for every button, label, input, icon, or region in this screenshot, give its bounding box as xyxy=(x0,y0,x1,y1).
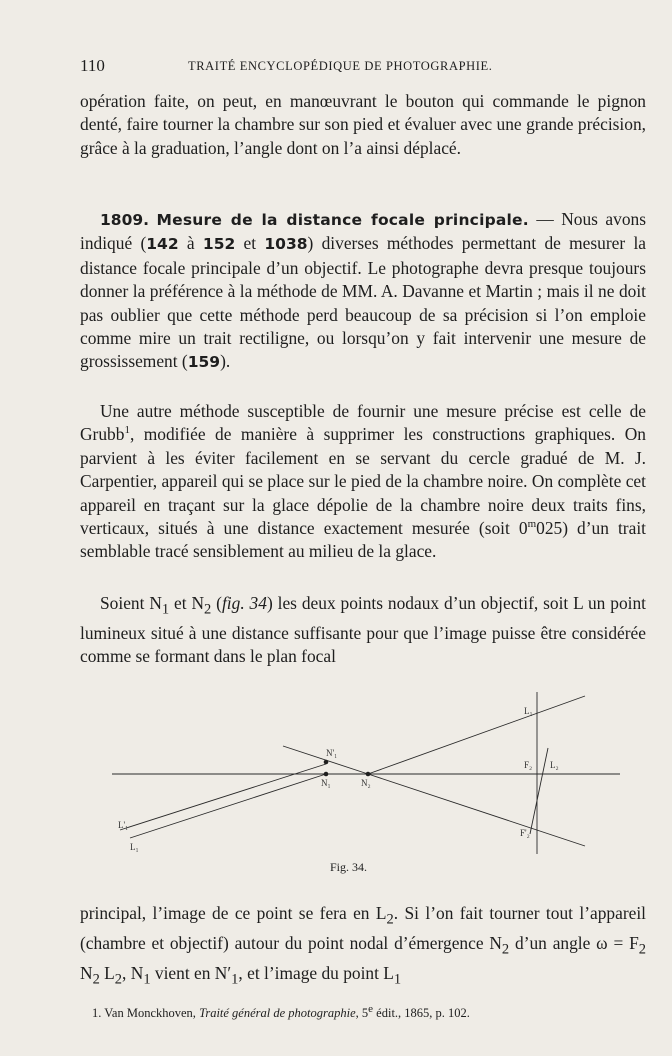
label-n2: N₂ xyxy=(361,778,371,788)
grubb-text-2: , modifiée de manière à supprimer les constructions graphiques. On parvient à les éviter facilement en se servant du cercle gradué de M. J. Carpentier, appareil qui se place sur le pied de la chambre noire. On complète cet appareil en traçant sur la glace dépolie de la chambre noire deux traits fins, verticaux, situés à une distance exactement mesurée (soit 0 xyxy=(80,424,646,539)
principal-text-8: , et l’image du point L xyxy=(238,962,394,983)
footnote-edition-sup: e xyxy=(368,1002,374,1015)
paragraph-soient-text xyxy=(80,592,646,669)
paragraph-intro xyxy=(80,90,646,160)
point-n2 xyxy=(366,772,371,777)
section-text-4: ) diverses méthodes permettant de mesurer la distance focale principale d’un objectif. Le photographe devra presque toujours donner la préférence à la méthode de MM. A. Davanne et Martin ; mais il ne doit pas oublier que cette méthode perd beaucoup de sa précision si l’on emploie comme mire un trait rectiligne, ou lorsqu’on y fait intervenir une mesure de grossissement ( xyxy=(80,233,646,372)
section-paragraph xyxy=(80,208,646,375)
section-number: 1809. xyxy=(100,211,150,229)
ray-n2-to-f2prime xyxy=(368,774,585,846)
page-header xyxy=(80,56,648,80)
principal-text-2: . Si l’on fait tourner tout l’appareil (chambre et objectif) autour du point nodal d’émergence N xyxy=(80,903,646,953)
section-text-3: et xyxy=(235,233,265,254)
soient-text-2: et N xyxy=(169,593,205,613)
point-n1prime xyxy=(324,760,329,765)
sub-l1: 1 xyxy=(393,971,402,988)
page-number: 110 xyxy=(80,56,105,75)
soient-text-4: ) les deux points nodaux d’un objectif, soit L un point lumineux situé à une distance suffisante pour que l’image puisse être considérée comme se formant dans le plan focal xyxy=(80,593,647,667)
label-n1-prime: N'₁ xyxy=(326,748,338,758)
paragraph-principal xyxy=(80,902,646,992)
figure-caption: Fig. 34. xyxy=(330,860,368,874)
label-l1-prime: L'₁ xyxy=(118,820,129,830)
principal-text-3: d’un angle ω = F xyxy=(509,932,639,953)
section-text-5: ). xyxy=(220,351,231,372)
running-title: TRAITÉ ENCYCLOPÉDIQUE DE PHOTOGRAPHIE. xyxy=(188,59,493,73)
footnote-text-3: édit., 1865, p. 102. xyxy=(373,1006,470,1020)
sub-n1: 1 xyxy=(143,971,151,988)
paragraph-intro-text: opération faite, on peut, en manœuvrant le bouton qui commande le pignon denté, faire tourner la chambre sur son pied et évaluer avec une grande précision, grâce à la graduation, l’angle dont on l’a ainsi déplacé. xyxy=(80,91,646,158)
section-title: Mesure de la distance focale principale. xyxy=(156,211,529,229)
sub-f2: 2 xyxy=(638,941,646,958)
principal-text-5: L xyxy=(99,962,115,983)
grubb-text-1: Une autre méthode susceptible de fournir une mesure précise est celle de Grubb xyxy=(80,401,646,445)
sub-1: 1 xyxy=(161,601,170,618)
principal-text-1: principal, l’image de ce point se fera en L xyxy=(80,903,387,923)
section-text-2: à xyxy=(178,233,203,254)
label-n1: N₁ xyxy=(321,778,331,788)
label-l1-top: L₁ xyxy=(524,706,533,716)
principal-text-6: , N xyxy=(122,962,144,983)
section-text-1: — Nous avons indiqué ( xyxy=(80,209,646,254)
rotated-plane-line xyxy=(530,748,548,834)
footnote-book-title: Traité général de photographie xyxy=(199,1006,356,1020)
label-f2: F₂ xyxy=(524,760,533,770)
paragraph-grubb xyxy=(80,400,646,564)
unit-meter: m xyxy=(527,518,537,531)
ref-159: 159 xyxy=(187,353,221,372)
figure-reference: fig. 34 xyxy=(221,593,267,613)
sub-n2b: 2 xyxy=(92,971,100,988)
soient-text-1: Soient N xyxy=(100,593,162,613)
sub-l2: 2 xyxy=(386,911,394,928)
section-1809 xyxy=(80,208,646,375)
ray-left-lower xyxy=(130,774,326,838)
sub-2: 2 xyxy=(204,601,212,618)
grubb-text-3: 025) d’un trait semblable tracé sensiblement au milieu de la glace. xyxy=(80,518,646,562)
paragraph-principal-text xyxy=(80,902,646,992)
paragraph-soient xyxy=(80,592,646,669)
label-l1-bottom: L₁ xyxy=(130,842,139,852)
point-n1 xyxy=(324,772,329,777)
footnote xyxy=(92,1002,652,1021)
ref-152: 152 xyxy=(202,235,236,254)
sub-n2: 2 xyxy=(501,941,510,958)
ref-1038: 1038 xyxy=(264,235,308,254)
principal-text-7: vient en N′ xyxy=(150,962,232,983)
ref-142: 142 xyxy=(146,235,179,254)
label-f2-prime: F'₂ xyxy=(520,828,530,838)
footnote-marker: 1 xyxy=(124,424,130,437)
figure-34 xyxy=(100,686,640,882)
soient-text-3: ( xyxy=(211,593,222,613)
footnote-text-2: , 5 xyxy=(355,1006,369,1020)
sub-l2b: 2 xyxy=(114,971,123,988)
sub-n1prime: 1 xyxy=(231,971,239,988)
label-l2: L₂ xyxy=(550,760,559,770)
footnote-text-1: 1. Van Monckhoven, xyxy=(92,1006,200,1020)
principal-text-4: N xyxy=(80,962,93,983)
paragraph-grubb-text xyxy=(80,400,646,564)
